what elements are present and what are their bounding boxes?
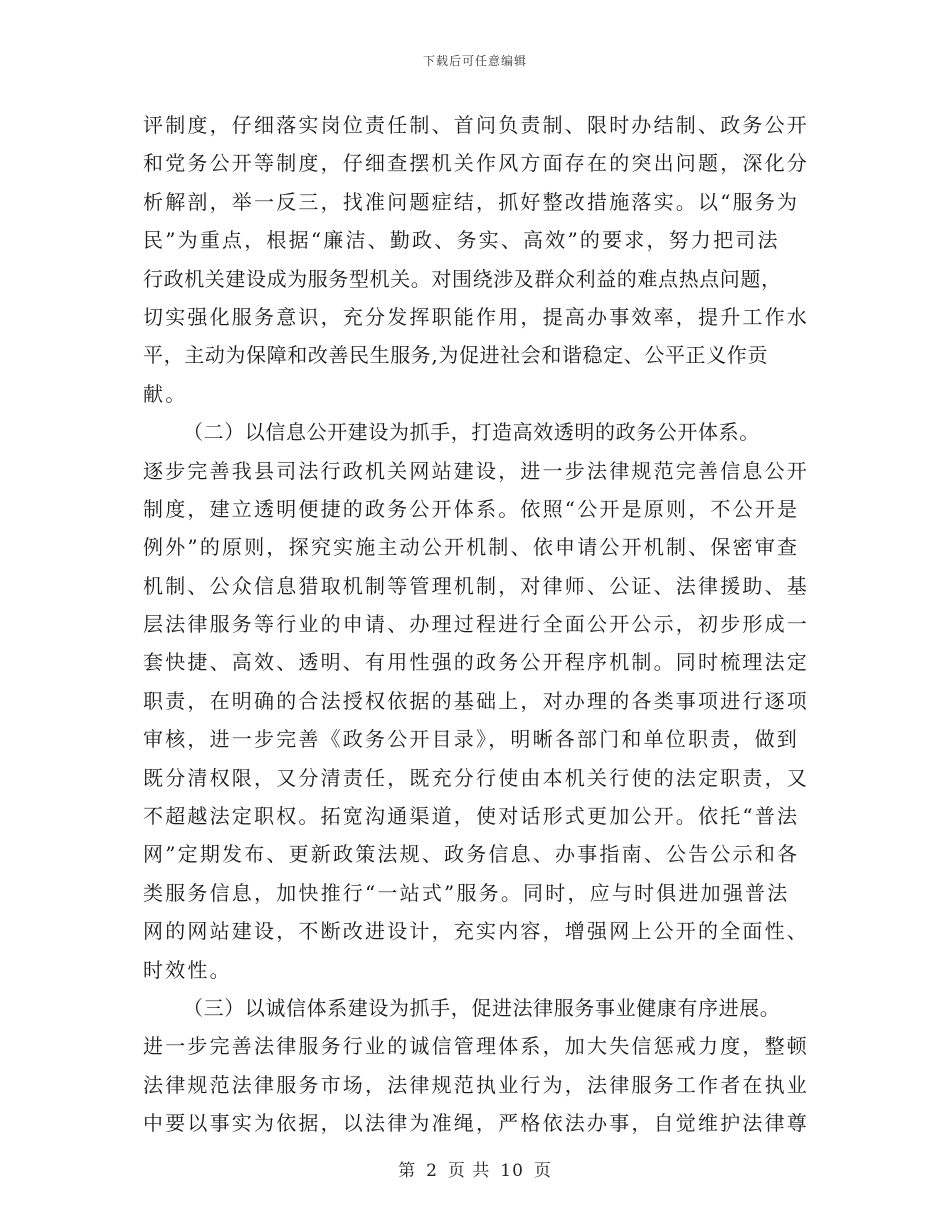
text-line: 类服务信息，加快推行“一站式”服务。同时，应与时俱进加强普法 bbox=[143, 880, 790, 905]
footer-prefix: 第 bbox=[398, 1161, 417, 1181]
text-line: 行政机关建设成为服务型机关。对围绕涉及群众利益的难点热点问题， bbox=[143, 266, 782, 291]
text-line: 献。 bbox=[143, 381, 188, 406]
text-line: 进一步完善法律服务行业的诚信管理体系，加大失信惩戒力度，整顿 bbox=[143, 1034, 809, 1059]
total-pages-number: 10 bbox=[500, 1161, 524, 1181]
text-line: 析解剖，举一反三，找准问题症结，抓好整改措施落实。以“服务为 bbox=[143, 189, 800, 214]
text-line: 网”定期发布、更新政策法规、政务信息、办事指南、公告公示和各 bbox=[143, 842, 800, 867]
text-line: 机制、公众信息猎取机制等管理机制，对律师、公证、法律援助、基 bbox=[143, 573, 809, 598]
section-heading-2: （二）以信息公开建设为抓手，打造高效透明的政务公开体系。 bbox=[183, 420, 760, 445]
text-line: 审核，进一步完善《政务公开目录》，明晰各部门和单位职责，做到 bbox=[143, 727, 799, 752]
text-line: 制度，建立透明便捷的政务公开体系。依照“公开是原则，不公开是 bbox=[143, 496, 800, 521]
text-line: 既分清权限，又分清责任，既充分行使由本机关行使的法定职责，又 bbox=[143, 765, 809, 790]
page-header-note: 下载后可任意编辑 bbox=[422, 54, 527, 68]
current-page-number: 2 bbox=[426, 1161, 438, 1181]
text-line: 网的网站建设，不断改进设计，充实内容，增强网上公开的全面性、 bbox=[143, 919, 809, 944]
text-line: 例外”的原则，探究实施主动公开机制、依申请公开机制、保密审查 bbox=[143, 535, 800, 560]
footer-middle: 页 共 bbox=[447, 1161, 491, 1181]
page-number-footer bbox=[0, 1156, 950, 1181]
text-line: 层法律服务等行业的申请、办理过程进行全面公开公示，初步形成一 bbox=[143, 612, 809, 637]
text-line: 切实强化服务意识，充分发挥职能作用，提高办事效率，提升工作水 bbox=[143, 304, 809, 329]
text-line: 平，主动为保障和改善民生服务,为促进社会和谐稳定、公平正义作贡 bbox=[143, 343, 768, 368]
text-line: 时效性。 bbox=[143, 957, 232, 982]
text-line: 套快捷、高效、透明、有用性强的政务公开程序机制。同时梳理法定 bbox=[143, 650, 809, 675]
text-line: 职责，在明确的合法授权依据的基础上，对办理的各类事项进行逐项 bbox=[143, 688, 809, 713]
footer-suffix: 页 bbox=[533, 1161, 552, 1181]
section-heading-3: （三）以诚信体系建设为抓手，促进法律服务事业健康有序进展。 bbox=[183, 995, 781, 1020]
text-line: 法律规范法律服务市场，法律规范执业行为，法律服务工作者在执业 bbox=[143, 1072, 809, 1097]
text-line: 民”为重点，根据“廉洁、勤政、务实、高效”的要求，努力把司法 bbox=[143, 228, 780, 253]
text-line: 逐步完善我县司法行政机关网站建设，进一步法律规范完善信息公开 bbox=[143, 458, 809, 483]
document-body bbox=[143, 106, 809, 1143]
text-line: 评制度，仔细落实岗位责任制、首问负责制、限时办结制、政务公开 bbox=[143, 113, 809, 137]
text-line: 和党务公开等制度，仔细查摆机关作风方面存在的突出问题，深化分 bbox=[143, 151, 809, 176]
text-line: 中要以事实为依据，以法律为准绳，严格依法办事，自觉维护法律尊 bbox=[143, 1111, 809, 1136]
text-line: 不超越法定职权。拓宽沟通渠道，使对话形式更加公开。依托“普法 bbox=[143, 804, 800, 829]
